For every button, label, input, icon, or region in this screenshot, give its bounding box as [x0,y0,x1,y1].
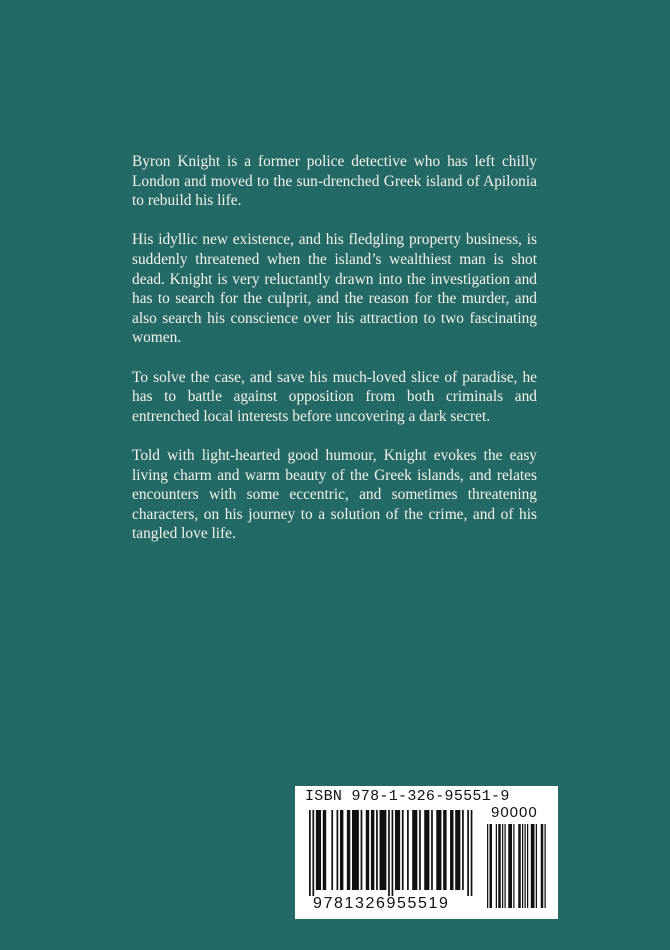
barcode-addon-bar [522,824,523,908]
barcode-addon-bar [513,824,514,908]
blurb-paragraph-4: Told with light-hearted good humour, Knight evokes the easy living charm and warm beauty of the Greek islands, and relates encounters with some eccentric, and sometimes threatening characters, on his journey to a solution of the crime, and of his tangled love life. [132,446,537,543]
barcode-bar [316,810,321,890]
barcode-bar [407,810,409,890]
barcode-addon-bar [541,824,544,908]
barcode-bar [309,810,311,896]
barcode-addon-bar [490,824,493,908]
barcode-bar [312,810,314,896]
barcode-bar [331,810,333,890]
barcode-bar [431,810,433,890]
blurb-paragraph-2: His idyllic new existence, and his fledgling property business, is suddenly threatened when the island’s wealthiest man is shot dead. Knight is very reluctantly drawn into the investigation and has to search for the culprit, and the reason for the murder, and also search his conscience over his attraction to two fascinating women. [132,231,537,347]
barcode-addon-bar [496,824,497,908]
blurb-paragraph-1: Byron Knight is a former police detective who has left chilly London and moved to the sun-drenched Greek island of Apilonia to rebuild his life. [132,153,537,210]
barcode-bar [450,810,453,890]
barcode-bar [412,810,417,890]
barcode-bar [376,810,378,890]
barcode-bar [424,810,429,890]
barcode-addon-bar [498,824,501,908]
barcode-bar [467,810,469,896]
barcode-bar [392,810,394,896]
barcode-bar [323,810,326,890]
barcode-bar [361,810,363,890]
barcode-bar [388,810,390,896]
barcode-addon-bar [545,824,546,908]
barcode-addon-bar [508,824,512,908]
barcode-bar [337,810,339,890]
barcode-bar [371,810,374,890]
barcode-bar [366,810,369,890]
barcode-bar [462,810,464,890]
barcode-addon-bar [487,824,488,908]
barcode-addon-bar [536,824,537,908]
barcode-addon-bar [502,824,503,908]
isbn-label: ISBN 978-1-326-95551-9 [305,788,510,805]
isbn-barcode [295,786,558,919]
blurb-paragraph-3: To solve the case, and save his much-loved slice of paradise, he has to battle against opposition from both criminals and entrenched local interests before uncovering a dark secret. [132,368,537,425]
barcode-addon-bar [505,824,506,908]
barcode-bar [352,810,359,890]
barcode-bar [402,810,404,890]
barcode-bar [419,810,421,890]
barcode-bar [436,810,441,890]
blurb-text [132,152,537,563]
barcode-bar [380,810,387,890]
barcode-bar [471,810,473,896]
barcode-bar [395,810,400,890]
barcode-bar [455,810,460,890]
barcode-human-digits: 9781326955519 [313,895,450,912]
barcode-bar [340,810,343,890]
barcode-addon-digits: 90000 [491,804,538,821]
barcode-bar [347,810,350,890]
barcode-addon-bar [527,824,528,908]
barcode-bar [443,810,446,890]
barcode-addon-bar [525,824,526,908]
barcode-addon-bar [518,824,521,908]
barcode-addon-bar [531,824,535,908]
